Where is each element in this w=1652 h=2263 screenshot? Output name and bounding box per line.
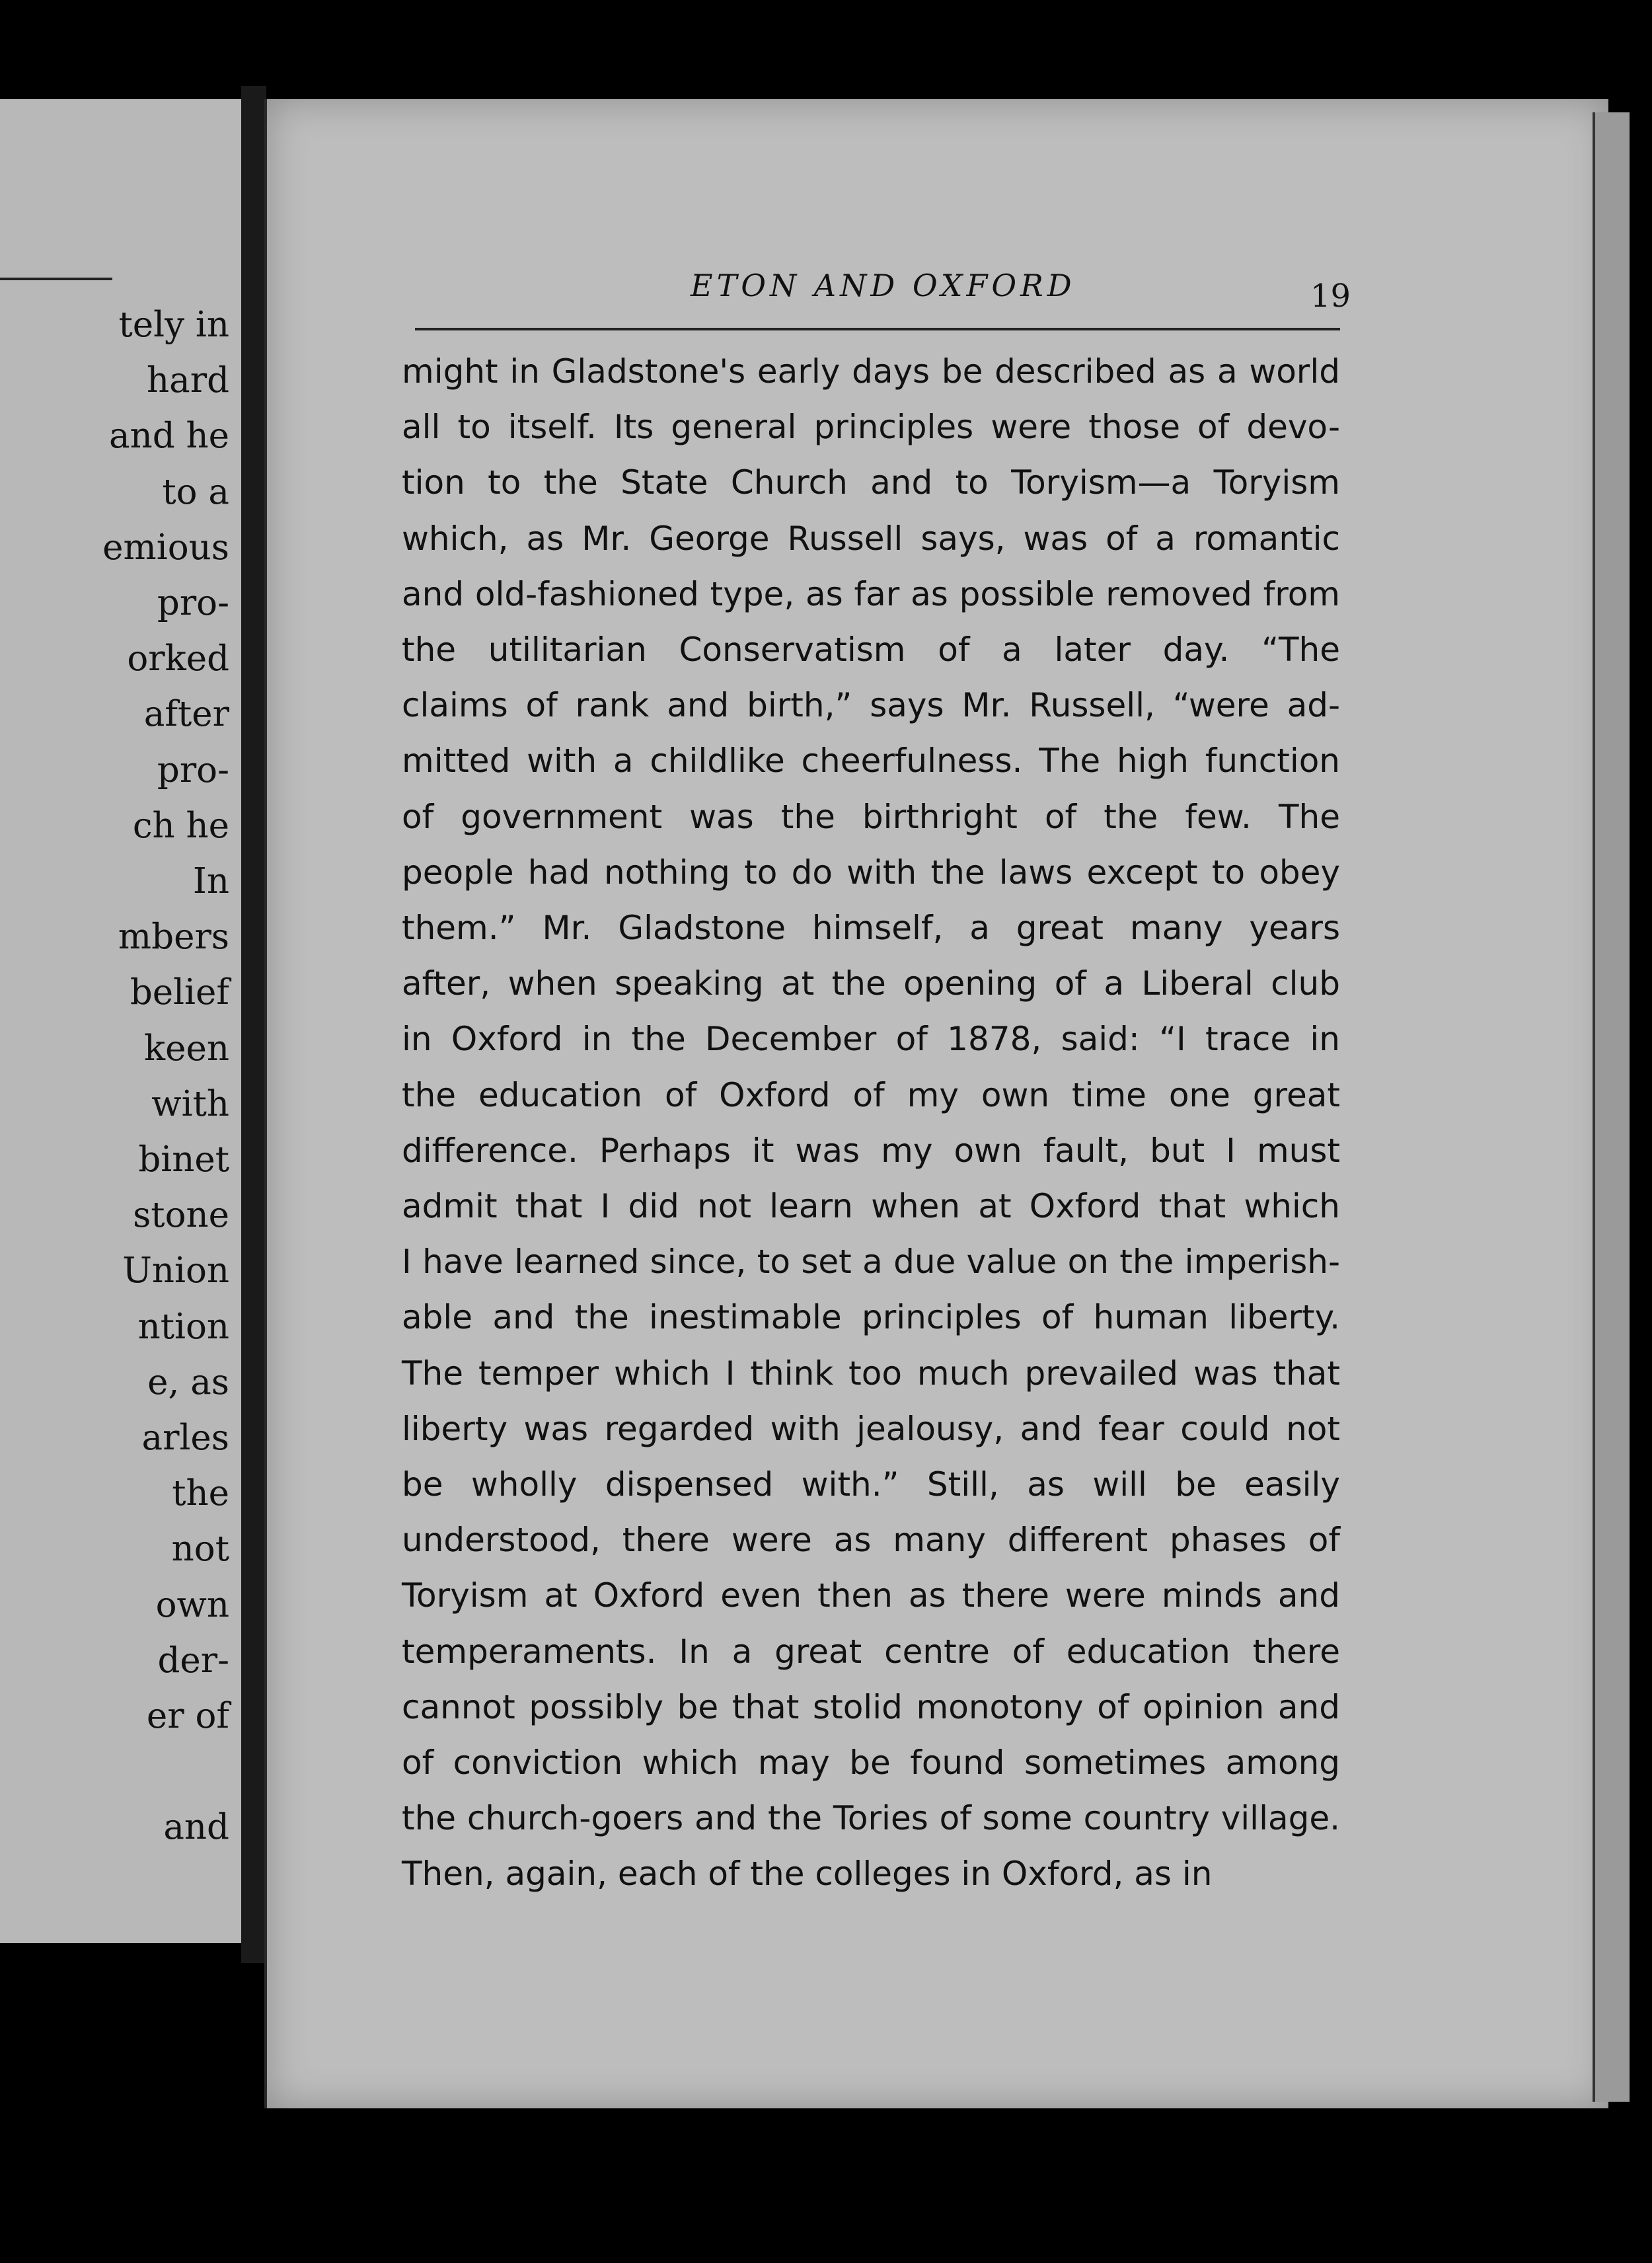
left-line: stone [133, 1195, 229, 1236]
text-line: tion to the State Church and to Toryism—a Toryism [402, 463, 1340, 502]
text-line: people had nothing to do with the laws except to obey [402, 853, 1340, 892]
left-line: to a [162, 471, 229, 512]
left-line: mbers [118, 917, 229, 958]
text-line: Then, again, each of the colleges in Oxford, as in [402, 1855, 1213, 1894]
left-line: Union [122, 1250, 229, 1291]
left-line: the [172, 1473, 229, 1514]
left-line: e, as [147, 1362, 229, 1402]
text-line: claims of rank and birth,” says Mr. Russell, “were ad- [402, 686, 1340, 725]
left-line: own [155, 1584, 229, 1625]
text-line: of conviction which may be found sometimes among [402, 1744, 1340, 1783]
text-line: which, as Mr. George Russell says, was of a romantic [402, 519, 1340, 558]
text-line: able and the inestimable principles of human liberty. [402, 1298, 1340, 1337]
left-line: pro- [157, 749, 229, 790]
text-line: and old-fashioned type, as far as possible removed from [402, 574, 1340, 613]
left-line: pro- [157, 583, 229, 624]
left-page-text [102, 297, 229, 1856]
left-line [102, 1744, 229, 1800]
text-line: I have learned since, to set a due value on the imperish- [402, 1243, 1340, 1282]
left-line: keen [144, 1028, 229, 1069]
text-line: of government was the birthright of the few. The [402, 797, 1340, 836]
left-line: er of [146, 1696, 229, 1737]
text-line: admit that I did not learn when at Oxford that which [402, 1187, 1340, 1226]
body-text [402, 344, 1340, 1902]
text-line: in Oxford in the December of 1878, said: “I trace in [402, 1020, 1340, 1059]
text-line: them.” Mr. Gladstone himself, a great many years [402, 909, 1340, 948]
text-line: liberty was regarded with jealousy, and fear could not [402, 1409, 1340, 1448]
text-line: the church-goers and the Tories of some country village. [402, 1799, 1340, 1838]
left-line: In [192, 861, 229, 902]
text-line: the utilitarian Conservatism of a later day. “The [402, 631, 1340, 670]
left-page [0, 99, 245, 1943]
text-line: might in Gladstone's early days be described as a world [402, 352, 1340, 391]
text-line: Toryism at Oxford even then as there were minds and [402, 1576, 1340, 1615]
left-line: ch he [132, 805, 229, 846]
left-line: belief [130, 972, 229, 1013]
left-line: not [171, 1529, 229, 1570]
left-line: orked [127, 638, 229, 679]
text-line: mitted with a childlike cheerfulness. The high function [402, 742, 1340, 781]
text-line: be wholly dispensed with.” Still, as will be easily [402, 1465, 1340, 1504]
left-line: ntion [137, 1306, 229, 1347]
left-line: after [143, 694, 229, 735]
page-edge [1593, 112, 1630, 2102]
text-line: temperaments. In a great centre of education there [402, 1632, 1340, 1671]
text-line: after, when speaking at the opening of a Liberal club [402, 964, 1340, 1003]
left-line: binet [138, 1139, 229, 1180]
left-line: with [151, 1083, 229, 1124]
text-line: difference. Perhaps it was my own fault, but I must [402, 1131, 1340, 1170]
left-line: der- [157, 1640, 229, 1681]
left-line: arles [141, 1418, 229, 1459]
text-line: the education of Oxford of my own time one great [402, 1075, 1340, 1114]
left-page-rule [0, 278, 112, 280]
left-line: hard [147, 360, 229, 401]
left-line: emious [102, 527, 229, 568]
left-line: tely in [118, 305, 229, 345]
running-head: ETON AND OXFORD [691, 268, 1076, 303]
left-line: and [163, 1807, 229, 1848]
book-gutter [241, 86, 266, 1963]
text-line: all to itself. Its general principles were those of devo- [402, 408, 1340, 447]
left-line: and he [108, 416, 229, 457]
page-number: 19 [1310, 278, 1351, 315]
header-rule [415, 328, 1340, 330]
text-line: understood, there were as many different phases of [402, 1521, 1340, 1560]
text-line: The temper which I think too much prevailed was that [402, 1354, 1340, 1393]
text-line: cannot possibly be that stolid monotony of opinion and [402, 1687, 1340, 1726]
